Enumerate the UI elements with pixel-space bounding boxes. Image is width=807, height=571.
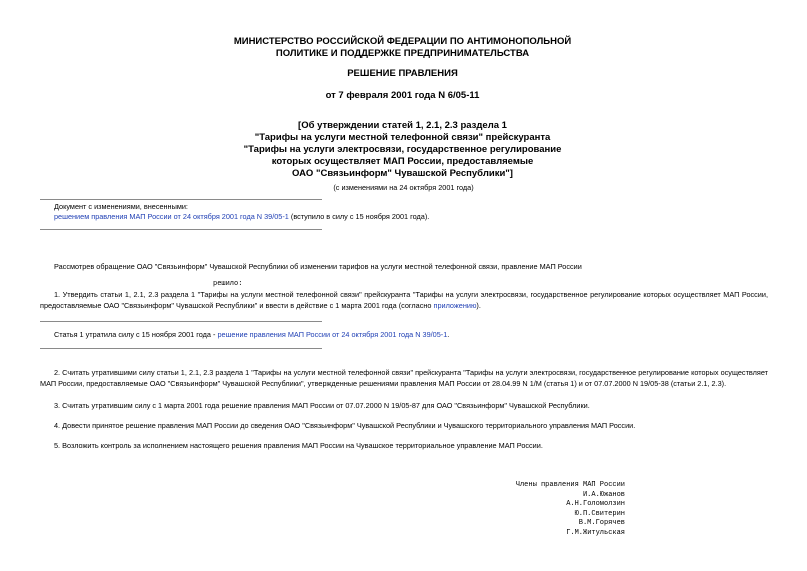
amendment-note: (с изменениями на 24 октября 2001 года) — [333, 183, 474, 192]
item-3: 3. Считать утратившим силу с 1 марта 2001 года решение правления МАП России от 07.07.2000 N 19/05-87 для ОАО "Связьинформ" Чувашской Республики. — [54, 401, 590, 410]
doc-subject-title — [150, 120, 655, 180]
item-1-text: 1. Утвердить статьи 1, 2.1, 2.3 раздела 1 "Тарифы на услуги местной телефонной связи" прейскуранта "Тарифы на услуги электросвязи, государственное регулирование которых осуществляет МАП России, предоставляемые ОАО "Связьинформ" Чувашской Республики" и ввести в действие с 1 марта 2001 года (согласно — [40, 290, 768, 310]
item-5: 5. Возложить контроль за исполнением настоящего решения правления МАП России на Чувашское территориальное управление МАП России. — [54, 441, 543, 450]
issuer-line-2: ПОЛИТИКЕ И ПОДДЕРЖКЕ ПРЕДПРИНИМАТЕЛЬСТВА — [275, 48, 530, 59]
amendments-label: Документ с изменениями, внесенными: — [54, 202, 188, 211]
amendments-entry — [54, 212, 429, 222]
resolved-word: решило: — [213, 280, 243, 288]
appendix-link[interactable]: приложению — [433, 300, 477, 310]
subject-line-5: ОАО "Связьинформ" Чувашской Республики"] — [292, 168, 513, 179]
signatory: И.А.Южанов — [582, 490, 625, 499]
signatory: А.Н.Голомолзин — [566, 500, 625, 508]
signatory: В.М.Горячев — [578, 519, 625, 527]
repeal-decision-link[interactable]: решение правления МАП России от 24 октября 2001 года N 39/05-1 — [217, 330, 448, 339]
signatories-heading: Члены правления МАП России — [515, 481, 625, 489]
subject-line-3: "Тарифы на услуги электросвязи, государственное регулирование — [243, 144, 562, 155]
signatory: Ю.П.Свитерин — [574, 509, 625, 518]
item-1-repeal-note — [54, 330, 449, 340]
divider-item1-top — [40, 321, 322, 322]
item-4: 4. Довести принятое решение правления МАП России до сведения ОАО "Связьинформ" Чувашской Республики и Чувашского территориального управления МАП России. — [54, 421, 636, 430]
signatories — [480, 481, 625, 538]
preamble: Рассмотрев обращение ОАО "Связьинформ" Чувашской Республики об изменении тарифов на услуги местной телефонной связи, правление МАП России — [54, 262, 582, 271]
subject-line-4: которых осуществляет МАП России, предоставляемые — [271, 156, 534, 167]
issuer-line-1: МИНИСТЕРСТВО РОССИЙСКОЙ ФЕДЕРАЦИИ ПО АНТИМОНОПОЛЬНОЙ — [233, 36, 572, 47]
divider-bottom — [40, 229, 322, 230]
subject-line-1: [Об утверждении статей 1, 2.1, 2.3 раздела 1 — [298, 120, 507, 131]
doc-date-number: от 7 февраля 2001 года N 6/05-11 — [325, 90, 480, 101]
doc-type: РЕШЕНИЕ ПРАВЛЕНИЯ — [347, 68, 458, 79]
issuer-title — [150, 36, 655, 60]
repeal-note-tail: . — [447, 330, 450, 339]
divider-top — [40, 199, 322, 200]
item-1-tail: ). — [476, 300, 481, 310]
item-2: 2. Считать утратившими силу статьи 1, 2.1, 2.3 раздела 1 "Тарифы на услуги местной телефонной связи" прейскуранта "Тарифы на услуги электросвязи, государственное регулирование которых осуществляет МАП России, предоставляемые ОАО "Связьинформ" Чувашской Республики", утвержденные решениями правления МАП России от 28.04.99 N 1/М (статья 1) и от 07.07.2000 N 19/05-38 (статьи 2.1, 2.3). — [40, 368, 768, 388]
subject-line-2: "Тарифы на услуги местной телефонной связи" прейскуранта — [254, 132, 551, 143]
amendment-effect: (вступило в силу с 15 ноября 2001 года). — [288, 212, 430, 221]
divider-item1-bottom — [40, 348, 322, 349]
amendment-link[interactable]: решением правления МАП России от 24 октября 2001 года N 39/05-1 — [54, 212, 289, 221]
signatory: Г.М.Житульская — [566, 528, 625, 537]
repeal-note-text: Статья 1 утратила силу с 15 ноября 2001 года - — [54, 330, 218, 339]
item-1 — [40, 290, 768, 311]
